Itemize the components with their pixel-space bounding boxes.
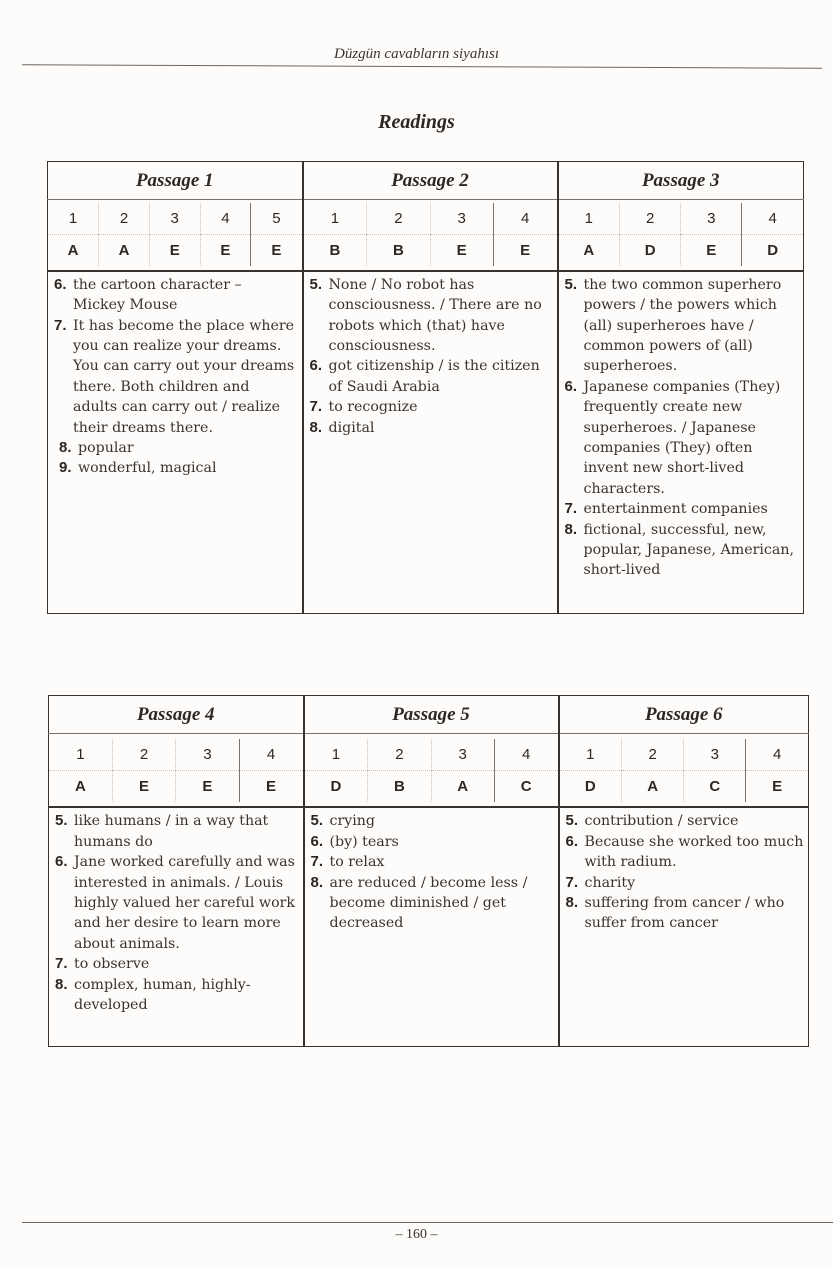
footer-rule [22,1222,833,1223]
question-number: 3 [430,203,493,235]
mc-answer-grid [560,739,809,802]
answer-letter: C [684,770,746,802]
question-number: 4 [239,739,302,771]
answer-text: to recognize [328,399,418,416]
open-answer-item [311,832,554,852]
open-answer-item [566,832,805,873]
open-answer-item [565,377,800,499]
open-answer-item [565,520,800,581]
open-answers [304,807,559,1046]
passage-title: Passage 3 [558,162,804,200]
answer-text: to observe [74,956,150,973]
answer-text: It has become the place where you can realize your dreams. You can carry out your dreams there. Both children and adults can carry out / realize their dreams there. [73,317,295,436]
section-title: Readings [378,111,455,133]
answer-text: the cartoon character – Mickey Mouse [73,276,242,314]
question-number: 4 [494,739,557,771]
mc-grid-cell [558,200,804,271]
answer-letter-row [48,235,302,267]
answer-letter: B [367,235,430,267]
open-answers [48,271,303,614]
answer-letter: E [112,770,175,802]
answer-text: Japanese companies (They) frequently create new superheroes. / Japanese companies (They) often invent new short-lived characters. [583,378,781,497]
answer-letter: A [622,770,684,802]
open-answer-item [565,275,800,377]
open-answer-item [311,811,554,831]
question-number: 3 [176,739,239,771]
answer-text: digital [328,419,375,436]
header-rule [22,64,822,68]
answer-letter: B [368,770,431,802]
answer-letter: D [620,235,681,267]
question-number: 5. [55,812,68,830]
open-answer-item [566,893,805,934]
answer-text: are reduced / become less / become diminished / get decreased [329,874,528,932]
answer-letter-row [559,235,804,267]
open-answer-item [55,852,299,954]
passage-title-row [48,162,804,200]
answer-table-2 [48,695,809,1047]
answer-text: suffering from cancer / who suffer from cancer [584,895,785,932]
answer-text: got citizenship / is the citizen of Saudi Arabia [328,358,540,395]
mc-answer-grid [304,203,557,266]
question-number: 3 [684,739,746,771]
answer-text: None / No robot has consciousness. / There are no robots which (that) have consciousness. [328,276,542,354]
answer-letter: D [330,777,342,795]
question-number: 2 [622,739,684,771]
answer-text: wonderful, magical [78,460,217,477]
question-number: 8. [55,975,68,993]
question-number: 8. [59,438,72,456]
question-number: 2 [367,203,430,235]
question-number: 5. [309,275,323,293]
question-number: 7. [564,500,578,518]
answer-letter: E [200,235,251,267]
open-answer-item [54,316,298,438]
answer-letter: A [99,235,150,267]
answer-letter: E [430,235,493,267]
answer-text: popular [78,439,134,456]
question-number: 6. [55,853,68,871]
question-number-row [304,203,557,235]
question-number: 3 [681,203,742,235]
open-answer-item [310,356,553,397]
running-header: Düzgün cavabların siyahısı [334,46,499,62]
mc-answer-grid [48,203,302,266]
open-answer-item [54,458,298,478]
question-number: 4 [746,739,808,771]
open-answers [303,271,558,614]
open-answer-item [54,438,298,458]
open-answer-item [311,852,554,872]
mc-answer-grid [559,203,804,266]
mc-answer-grid [49,739,303,802]
answer-text: crying [329,813,375,830]
question-number: 3 [149,203,200,235]
answer-letter: A [431,770,494,802]
question-number: 7. [55,955,68,973]
answer-text: entertainment companies [583,501,768,518]
answer-letter: D [584,777,596,795]
question-number: 7. [54,316,67,334]
question-number: 2 [99,203,150,235]
question-number: 8. [564,520,578,538]
question-number: 1 [48,203,99,235]
question-number: 7. [310,853,324,871]
passage-title: Passage 1 [48,162,303,200]
mc-grid-cell [48,200,303,271]
question-number: 5. [564,275,578,293]
answer-text: to relax [329,854,385,871]
answer-text: Jane worked carefully and was interested in animals. / Louis highly valued her careful work and her desire to learn more about animals. [74,854,296,952]
question-number-row [560,739,809,771]
question-number: 4 [493,203,556,235]
open-answer-item [311,873,554,934]
passage-title: Passage 2 [303,162,558,200]
answer-letter: A [583,242,595,260]
question-number: 5. [565,812,579,830]
question-number: 6. [565,832,579,850]
answer-text: (by) tears [329,833,399,850]
question-number: 1 [559,203,620,235]
answer-letter: C [494,770,557,802]
question-number: 9. [59,459,72,477]
mc-grid-cell [303,200,558,271]
question-number: 8. [309,418,323,436]
question-number: 6. [564,377,578,395]
question-number-row [48,203,302,235]
open-answer-row [48,271,804,614]
question-number: 1 [304,203,367,235]
question-number: 7. [309,398,323,416]
answer-letter: E [681,235,742,267]
answer-text: charity [584,874,636,891]
question-number: 5. [310,812,324,830]
question-number: 4 [200,203,251,235]
question-number: 6. [310,832,324,850]
open-answers [558,271,804,614]
answer-letter-row [305,770,558,802]
question-number-row [305,739,558,771]
question-number: 7. [565,873,579,891]
open-answer-item [565,499,800,519]
question-number: 6. [309,357,323,375]
answer-letter-row [560,770,809,802]
answer-letter: E [239,770,302,802]
answer-letter-row [304,235,557,267]
open-answer-row [49,807,809,1046]
answer-letter: E [251,235,302,267]
open-answer-item [310,397,553,417]
question-number-row [559,203,804,235]
passage-title: Passage 4 [49,696,304,734]
answer-text: the two common superhero powers / the powers which (all) superheroes have / common powers of (all) superheroes. [583,276,782,375]
answer-text: fictional, successful, new, popular, Japanese, American, short-lived [583,521,794,579]
open-answer-item [55,954,299,974]
passage-title-row [49,696,809,734]
page-number: – 160 – [395,1227,438,1242]
answer-letter: B [329,242,341,260]
answer-table-1 [47,161,804,614]
open-answers [559,807,809,1046]
question-number: 8. [310,873,324,891]
open-answer-item [566,873,805,893]
open-answer-item [54,275,298,316]
answer-text: like humans / in a way that humans do [74,813,269,850]
question-number: 6. [54,275,67,293]
open-answer-item [55,811,299,852]
question-number-row [49,739,303,771]
question-number: 1 [305,739,368,771]
answer-letter: E [746,770,808,802]
question-number: 1 [49,739,112,771]
answer-letter-row [49,770,303,802]
mc-answer-grid [305,739,558,802]
answer-letter: E [493,235,556,267]
open-answer-item [310,275,553,357]
passage-title: Passage 5 [304,696,559,734]
answer-letter: D [742,235,803,267]
answer-text: contribution / service [584,813,739,830]
open-answer-item [566,811,805,831]
question-number: 2 [368,739,431,771]
question-number: 4 [742,203,803,235]
answer-letter: A [67,242,79,260]
answer-letter: E [149,235,200,267]
question-number: 5 [251,203,302,235]
mc-answer-row [48,200,804,271]
mc-grid-cell [559,734,809,808]
question-number: 3 [431,739,494,771]
question-number: 2 [620,203,681,235]
answer-letter: E [176,770,239,802]
mc-grid-cell [49,734,304,808]
question-number: 8. [565,894,579,912]
open-answers [49,807,304,1046]
question-number: 2 [112,739,175,771]
answer-text: Because she worked too much with radium. [584,833,804,871]
answer-letter: A [75,777,86,795]
passage-title: Passage 6 [559,696,809,734]
open-answer-item [55,975,299,1016]
answer-text: complex, human, highly-developed [74,976,251,1014]
mc-answer-row [49,734,809,808]
mc-grid-cell [304,734,559,808]
question-number: 1 [560,739,622,771]
open-answer-item [310,418,553,438]
